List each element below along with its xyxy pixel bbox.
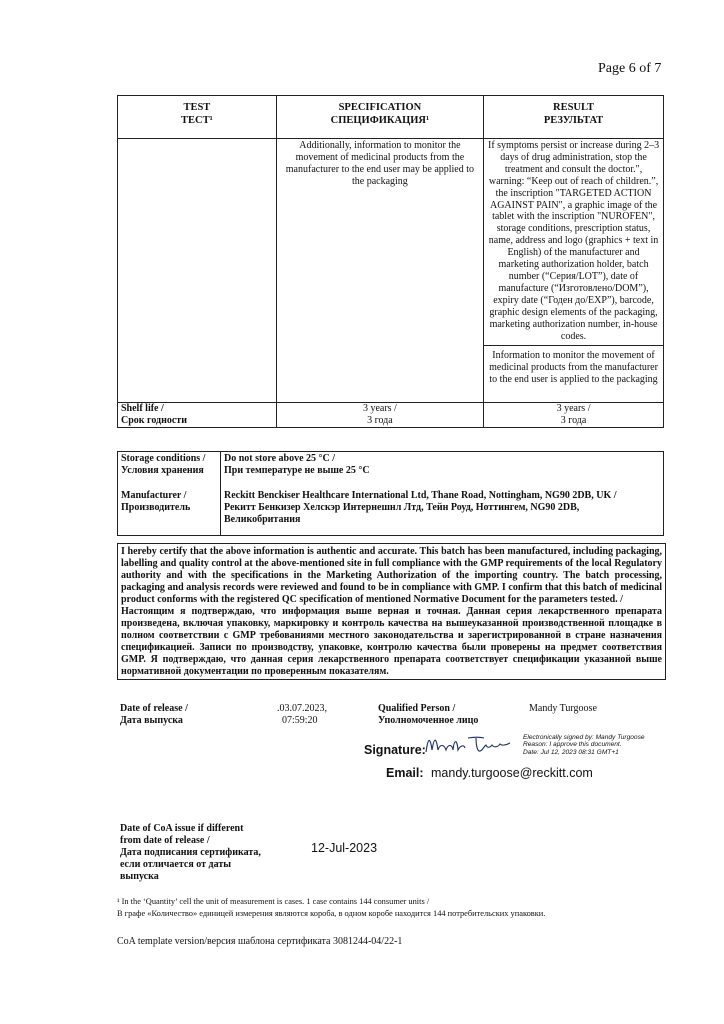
coa-issue-label xyxy=(120,823,261,883)
coa-issue-label-en-1: Date of CoA issue if different xyxy=(120,823,244,834)
storage-value xyxy=(221,452,664,479)
coa-issue-label-ru-1: Дата подписания сертификата, xyxy=(120,847,261,858)
header-test-en: TEST xyxy=(183,102,211,113)
manufacturer-en: Reckitt Benckiser Healthcare International Ltd, Thane Road, Nottingham, NG90 2DB, UK / xyxy=(224,490,617,501)
footnote-ru: В графе «Количество» единицей измерения являются короба, в одном коробе находится 144 потребительских упаковки. xyxy=(117,909,546,918)
certification-en: I hereby certify that the above information is authentic and accurate. This batch has been manufactured, including packaging, labelling and quality control at the above-mentioned site in full compliance with the GMP requirements of the local Regulatory authority and with the specifications in the Marketing Authorization of the importing country. The batch processing, packaging and analysis records were reviewed and found to be in compliance with GMP. I confirm that this batch of medicinal product conforms with the registered QC specification of mentioned Normative Document for the parameters tested. / xyxy=(121,546,662,605)
header-test xyxy=(118,96,277,139)
storage-row xyxy=(118,452,664,479)
manufacturer-label-ru: Производитель xyxy=(121,502,191,513)
footnote xyxy=(117,896,545,920)
table-header-row xyxy=(118,96,664,139)
header-test-ru: ТЕСТ¹ xyxy=(180,115,213,126)
table-row xyxy=(118,139,664,403)
shelf-life-label-en: Shelf life / xyxy=(121,403,164,414)
header-result-en: RESULT xyxy=(553,102,595,113)
coa-issue-label-ru-3: выпуска xyxy=(120,871,159,882)
storage-value-en: Do not store above 25 °C / xyxy=(224,453,336,464)
certification-ru: Настоящим я подтверждаю, что информация выше верная и точная. Данная серия лекарственного препарата произведена, включая упаковку, маркировку и контроль качества на вышеуказанной производственной площадке в полном соответствии с GMP требованиями местного законодательства и зарегистрированной в стране назначения спецификацией. Записи по производству, упаковке, контролю качества были проверены на предмет соответствия GMP. Я подтверждаю, что данная серия лекарственного препарата соответствует спецификации указанной выше нормативной документации по проверенным показателям. xyxy=(121,605,662,677)
storage-label xyxy=(118,452,221,479)
e-sign-date: Date: Jul 12, 2023 08:31 GMT+1 xyxy=(523,748,619,756)
footnote-en: ¹ In the ‘Quantity’ cell the unit of measurement is cases. 1 case contains 144 consumer units / xyxy=(117,897,430,906)
header-result-ru: РЕЗУЛЬТАТ xyxy=(543,115,604,126)
shelf-life-row xyxy=(118,403,664,428)
result-text-1: If symptoms persist or increase during 2–3 days of drug administration, stop the treatment and consult the doctor.", warning: “Keep out of reach of children.”, the inscription "TARGETED ACTION AGAINST PAIN", a graphic image of the tablet with the inscription "NUROFEN", storage conditions, prescription status, name, address and logo (graphics + text in English) of the manufacturer and marketing authorization holder, batch number (“Серия/LOT”), date of manufacture (“Изготовлено/DOM”), expiry date (“Годен до/EXP”), barcode, graphic design elements of the packaging, marketing authorization number, in-house codes. xyxy=(487,140,660,342)
shelf-life-spec-en: 3 years / xyxy=(362,403,397,414)
release-time: 07:59:20 xyxy=(282,715,318,726)
handwritten-signature xyxy=(424,732,512,760)
header-result xyxy=(484,96,664,139)
qualified-person-name: Mandy Turgoose xyxy=(529,703,597,714)
header-spec-ru: СПЕЦИФИКАЦИЯ¹ xyxy=(330,115,430,126)
qp-label-en: Qualified Person / xyxy=(378,703,456,714)
shelf-life-label xyxy=(118,403,277,428)
email-line xyxy=(386,766,593,780)
release-date-label xyxy=(120,703,188,727)
manufacturer-ru-line2: Великобритания xyxy=(224,514,301,525)
shelf-life-spec-ru: 3 года xyxy=(367,414,393,426)
qualified-person-label xyxy=(378,703,478,727)
certification-statement xyxy=(117,543,666,680)
manufacturer-label xyxy=(118,478,221,536)
manufacturer-label-en: Manufacturer / xyxy=(121,490,187,501)
qp-label-ru: Уполномоченное лицо xyxy=(378,715,479,726)
manufacturer-ru-line1: Рекитт Бенкизер Хелскэр Интернешнл Лтд, Тейн Роуд, Ноттингем, NG90 2DB, xyxy=(224,502,580,513)
manufacturer-row xyxy=(118,478,664,536)
test-cell xyxy=(118,139,277,403)
release-date: .03.07.2023, xyxy=(277,703,327,714)
release-label-en: Date of release / xyxy=(120,703,188,714)
shelf-life-spec xyxy=(276,403,483,428)
email-label: Email: xyxy=(386,766,424,780)
signature-scribble xyxy=(424,732,512,760)
storage-manufacturer-table xyxy=(117,451,664,536)
header-spec-en: SPECIFICATION xyxy=(338,102,422,113)
results-table xyxy=(117,95,664,428)
manufacturer-value xyxy=(221,478,664,536)
storage-label-en: Storage conditions / xyxy=(121,453,206,464)
shelf-life-result-en: 3 years / xyxy=(556,403,591,414)
shelf-life-result-ru: 3 года xyxy=(560,414,587,426)
e-sign-reason: Reason: I approve this document. xyxy=(523,741,622,749)
release-date-value xyxy=(277,703,327,727)
email-address: mandy.turgoose@reckitt.com xyxy=(431,766,593,780)
result-text-2: Information to monitor the movement of medicinal products from the manufacturer to the end user is applied to the packaging xyxy=(484,345,663,386)
specification-text: Additionally, information to monitor the movement of medicinal products from the manufacturer to the end user may be applied to the packaging xyxy=(285,140,475,187)
coa-issue-label-en-2: from date of release / xyxy=(120,835,210,846)
signature-label: Signature: xyxy=(364,743,426,757)
result-cell xyxy=(484,139,664,403)
page-number: Page 6 of 7 xyxy=(598,61,662,76)
template-version: CoA template version/версия шаблона сертификата 3081244-04/22-1 xyxy=(117,936,403,947)
release-label-ru: Дата выпуска xyxy=(120,715,183,726)
shelf-life-label-ru: Срок годности xyxy=(121,414,187,426)
storage-label-ru: Условия хранения xyxy=(121,465,204,476)
electronic-signature-info xyxy=(523,734,653,756)
specification-cell xyxy=(276,139,483,403)
storage-value-ru: При температуре не выше 25 °C xyxy=(224,465,370,476)
header-specification xyxy=(276,96,483,139)
coa-issue-date: 12-Jul-2023 xyxy=(311,841,378,855)
shelf-life-result xyxy=(484,403,664,428)
e-signed-by: Electronically signed by: Mandy Turgoose xyxy=(523,734,645,741)
coa-issue-label-ru-2: если отличается от даты xyxy=(120,859,232,870)
